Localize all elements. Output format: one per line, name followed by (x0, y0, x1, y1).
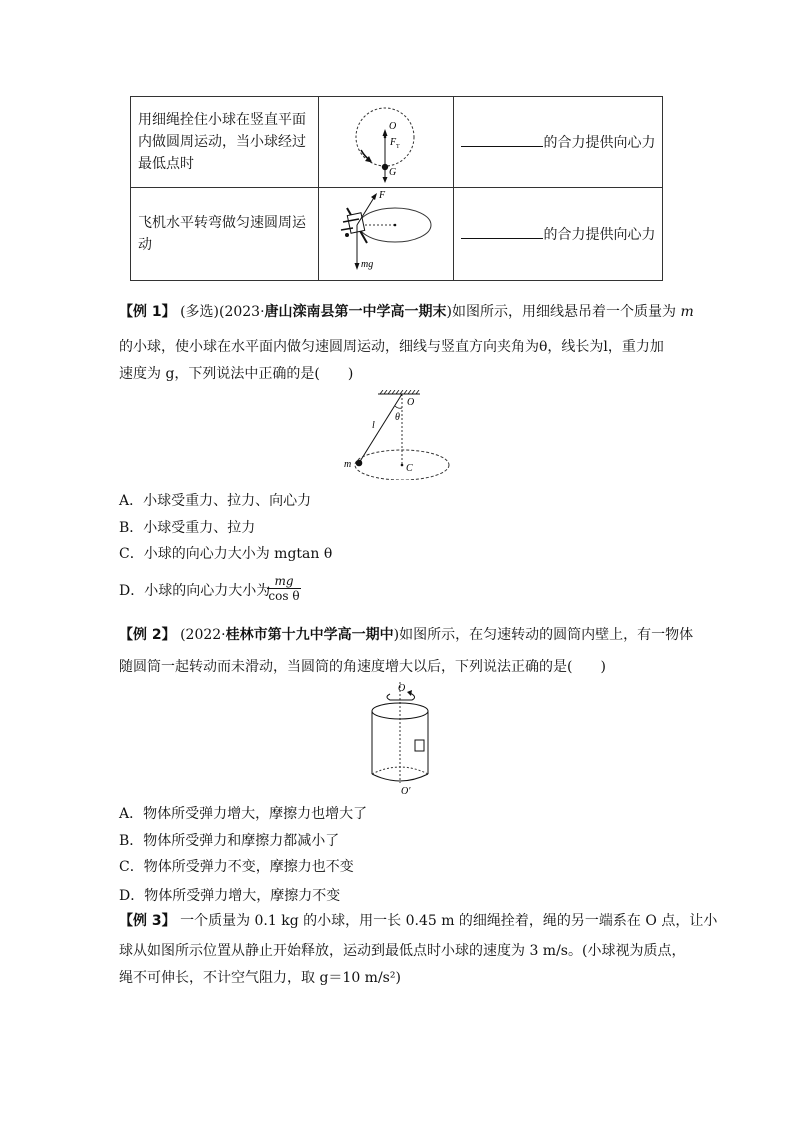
ex1-line1-pre: (多选)(2023· (180, 304, 265, 320)
ex1-source: 唐山滦南县第一中学高一期末 (264, 304, 447, 320)
table (130, 96, 663, 281)
ex2-option-b[interactable] (119, 832, 339, 850)
airplane-turn-diagram (319, 188, 453, 276)
label-g: G (389, 167, 397, 178)
ex2-line1-post: )如图所示，在匀速转动的圆筒内壁上，有一物体 (393, 627, 694, 643)
ex2-line1 (119, 626, 693, 644)
label-ft-sub: T (396, 144, 400, 150)
answer-suffix: 的合力提供向心力 (543, 135, 656, 151)
table-row (131, 188, 663, 281)
label-m: m (344, 459, 352, 470)
ex2-option-a[interactable] (119, 805, 367, 823)
ex2-option-c[interactable] (119, 858, 354, 876)
label-mg: mg (361, 259, 374, 270)
ex1-option-d[interactable] (119, 582, 270, 600)
option-letter: C． (119, 546, 144, 562)
option-letter: A． (119, 806, 144, 822)
rotating-cylinder-diagram (360, 680, 450, 798)
table-row (131, 97, 663, 188)
ex3-line2: 球从如图所示位置从静止开始释放，运动到最低点时小球的速度为 3 m/s。(小球视为质点， (119, 943, 686, 959)
conical-pendulum-diagram (338, 390, 458, 480)
label-o: O (398, 683, 406, 694)
ex1-tag: 【例 1】 (119, 304, 176, 320)
label-f: F (379, 190, 386, 201)
option-letter: D． (119, 888, 145, 904)
ex3-line1-text: 一个质量为 0.1 kg 的小球，用一长 0.45 m 的细绳拴着，绳的另一端系在 O 点，让小 (180, 913, 718, 929)
answer-suffix: 的合力提供向心力 (543, 227, 656, 243)
ex2-option-d[interactable] (119, 887, 340, 905)
ex3-tag: 【例 3】 (119, 913, 176, 929)
answer-blank[interactable] (461, 224, 543, 239)
ex1-line3: 速度为 g，下列说法中正确的是( ) (119, 366, 354, 382)
label-ft: F (390, 137, 397, 148)
ex1-option-c[interactable] (119, 545, 332, 563)
answer-blank[interactable] (461, 132, 543, 147)
row2-description: 飞机水平转弯做匀速圆周运动 (131, 188, 319, 281)
row1-figure (319, 97, 454, 188)
label-theta: θ (395, 412, 400, 423)
label-o: O (407, 397, 415, 408)
vertical-circle-diagram (319, 97, 453, 183)
option-letter: B． (119, 520, 144, 536)
fraction (267, 574, 301, 603)
ex2-source: 桂林市第十九中学高一期中 (225, 627, 394, 643)
option-text: 物体所受弹力不变，摩擦力也不变 (143, 859, 354, 875)
row2-figure (319, 188, 454, 281)
ex1-line1 (119, 303, 694, 321)
ex3-line1 (119, 912, 717, 930)
ex3-line3: 绳不可伸长，不计空气阻力，取 g＝10 m/s²) (119, 970, 401, 986)
option-text: 物体所受弹力增大，摩擦力不变 (144, 888, 341, 904)
ex1-var-m: m (680, 304, 694, 320)
label-c: C (406, 463, 413, 474)
ex1-line1-post: )如图所示，用细线悬吊着一个质量为 (446, 304, 677, 320)
option-letter: A． (119, 493, 144, 509)
row1-answer (454, 97, 663, 188)
ex2-line2: 随圆筒一起转动而未滑动，当圆筒的角速度增大以后，下列说法正确的是( ) (119, 659, 606, 675)
option-letter: D． (119, 583, 145, 599)
ex1-option-b[interactable] (119, 519, 255, 537)
option-text: 物体所受弹力和摩擦力都减小了 (143, 833, 340, 849)
label-o-prime: O′ (401, 786, 411, 797)
row1-description: 用细绳拴住小球在竖直平面内做圆周运动，当小球经过最低点时 (131, 97, 319, 188)
row2-answer (454, 188, 663, 281)
fraction-denominator: cos θ (268, 589, 300, 603)
ex1-line2: 的小球，使小球在水平面内做匀速圆周运动，细线与竖直方向夹角为θ，线长为l，重力加 (119, 339, 664, 355)
option-text: 物体所受弹力增大，摩擦力也增大了 (143, 806, 368, 822)
option-text: 小球的向心力大小为 mgtan θ (143, 546, 333, 562)
label-l: l (372, 420, 375, 431)
option-text: 小球的向心力大小为 (144, 583, 271, 599)
ex1-option-a[interactable] (119, 492, 311, 510)
ex2-tag: 【例 2】 (119, 627, 176, 643)
option-text: 小球受重力、拉力、向心力 (143, 493, 312, 509)
option-letter: C． (119, 859, 144, 875)
ex2-line1-pre: (2022· (180, 627, 226, 643)
option-text: 小球受重力、拉力 (143, 520, 256, 536)
option-letter: B． (119, 833, 144, 849)
label-o: O (389, 121, 397, 132)
fraction-numerator: mg (267, 574, 301, 589)
